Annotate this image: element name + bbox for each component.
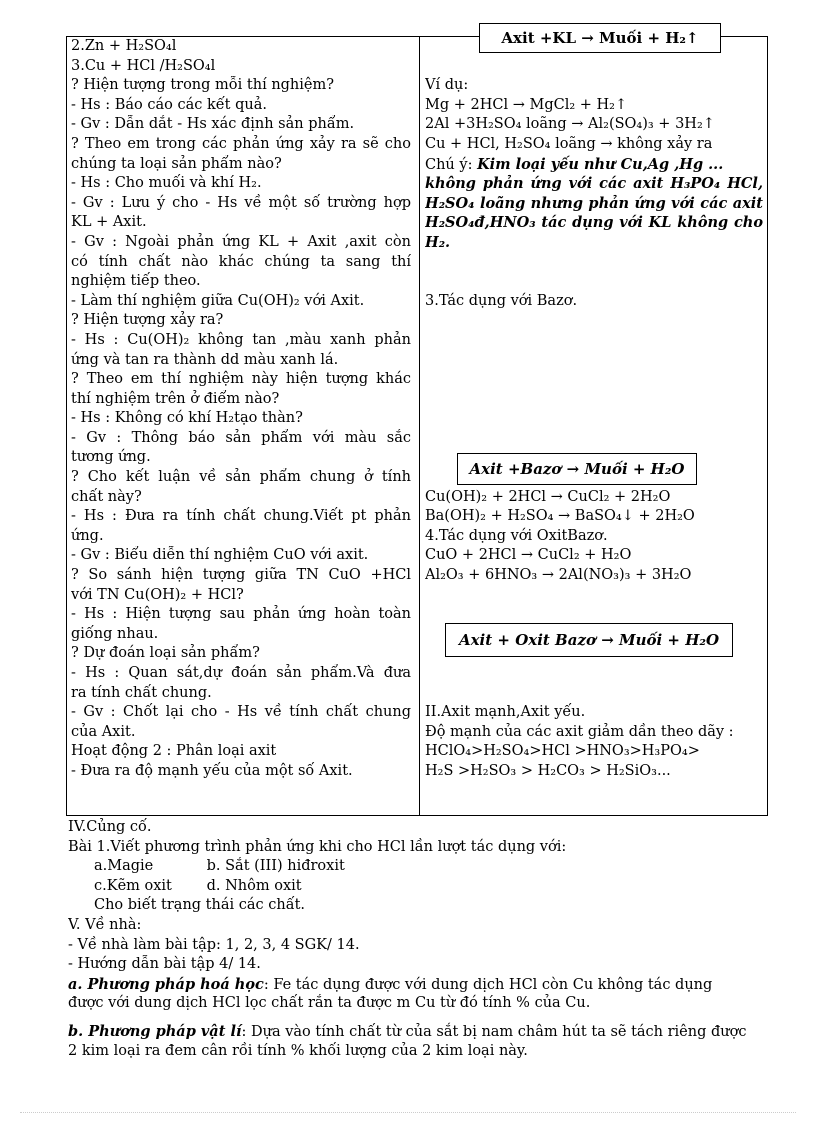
note-text: Kim loại yếu như Cu,Ag ,Hg ... bbox=[477, 155, 724, 173]
section-heading: II.Axit mạnh,Axit yếu. bbox=[425, 704, 586, 721]
note-label: Chú ý: bbox=[425, 156, 473, 173]
left-line: ứng và tan ra thành dd màu xanh lá. bbox=[71, 351, 339, 368]
left-line: - Hs : Cho muối và khí H₂. bbox=[71, 175, 262, 192]
left-line: 3.Cu + HCl /H₂SO₄l bbox=[71, 57, 216, 74]
section-heading: 4.Tác dụng với OxitBazơ. bbox=[425, 527, 608, 544]
method-label: b. Phương pháp vật lí bbox=[68, 1022, 242, 1040]
left-line: ? Hiện tượng xảy ra? bbox=[71, 312, 224, 329]
option: a.Magie bbox=[94, 858, 154, 875]
spacer bbox=[425, 370, 763, 390]
left-line: nghiệm tiếp theo. bbox=[71, 273, 201, 290]
spacer bbox=[425, 331, 763, 351]
spacer bbox=[425, 253, 763, 273]
left-line: - Hs : Cu(OH)₂ không tan ,màu xanh phản bbox=[71, 331, 411, 348]
strength-text: Độ mạnh của các axit giảm dần theo dãy : bbox=[425, 723, 734, 740]
option: d. Nhôm oxit bbox=[206, 877, 302, 894]
left-line: Hoạt động 2 : Phân loại axit bbox=[71, 743, 277, 760]
method-text: 2 kim loại ra đem cân rồi tính % khối lượng của 2 kim loại này. bbox=[68, 1042, 528, 1059]
exercise-note: Cho biết trạng thái các chất. bbox=[94, 897, 306, 914]
box-axit-kl: Axit +KL → Muối + H₂↑ bbox=[479, 23, 721, 53]
option: c.Kẽm oxit bbox=[94, 877, 172, 894]
left-line: có tính chất nào khác chúng ta sang thí bbox=[71, 253, 411, 270]
method-text: được với dung dịch HCl lọc chất rắn ta được m Cu từ đó tính % của Cu. bbox=[68, 995, 591, 1012]
left-line: - Hs : Không có khí H₂tạo thàn? bbox=[71, 410, 303, 427]
left-line: - Gv : Ngoài phản ứng KL + Axit ,axit còn bbox=[71, 233, 411, 250]
spacer bbox=[425, 664, 763, 684]
left-line: ? Dự đoán loại sản phẩm? bbox=[71, 645, 260, 662]
left-line: của Axit. bbox=[71, 723, 136, 740]
method-text: : Fe tác dụng được với dung dịch HCl còn Cu không tác dụng bbox=[263, 976, 713, 993]
note-text: không phản ứng với các axit H₃PO₄ HCl, bbox=[425, 175, 763, 193]
method-text: : Dựa vào tính chất từ của sắt bị nam châm hút ta sẽ tách riêng được bbox=[241, 1023, 747, 1040]
left-line: - Gv : Biểu diễn thí nghiệm CuO với axit. bbox=[71, 547, 369, 564]
homework: - Hướng dẫn bài tập 4/ 14. bbox=[68, 956, 261, 973]
left-line: - Hs : Đưa ra tính chất chung.Viết pt phản bbox=[71, 508, 411, 525]
content-column bbox=[425, 37, 763, 782]
example-label: Ví dụ: bbox=[425, 77, 469, 94]
column-divider bbox=[419, 37, 420, 815]
left-line: giống nhau. bbox=[71, 625, 159, 642]
left-line: ? So sánh hiện tượng giữa TN CuO +HCl bbox=[71, 567, 411, 584]
equation: Cu + HCl, H₂SO₄ loãng → không xảy ra bbox=[425, 135, 713, 152]
left-line: 2.Zn + H₂SO₄l bbox=[71, 38, 177, 54]
page-bottom-border bbox=[20, 1112, 796, 1113]
teacher-student-column bbox=[71, 37, 411, 782]
equation: Ba(OH)₂ + H₂SO₄ → BaSO₄↓ + 2H₂O bbox=[425, 508, 695, 525]
note-text: H₂SO₄ loãng nhưng phản ứng với các axit bbox=[425, 194, 763, 212]
box-axit-bazo: Axit +Bazơ → Muối + H₂O bbox=[457, 453, 697, 485]
spacer bbox=[425, 272, 763, 292]
equation: Cu(OH)₂ + 2HCl → CuCl₂ + 2H₂O bbox=[425, 488, 671, 505]
section-heading: V. Về nhà: bbox=[68, 916, 142, 933]
acid-sequence: HClO₄>H₂SO₄>HCl >HNO₃>H₃PO₄> bbox=[425, 743, 700, 760]
left-line: ra tính chất chung. bbox=[71, 684, 212, 701]
equation: CuO + 2HCl → CuCl₂ + H₂O bbox=[425, 547, 632, 564]
left-line: ? Theo em thí nghiệm này hiện tượng khác bbox=[71, 371, 411, 388]
left-line: chất này? bbox=[71, 488, 142, 505]
spacer bbox=[425, 409, 763, 429]
equation: 2Al +3H₂SO₄ loãng → Al₂(SO₄)₃ + 3H₂↑ bbox=[425, 116, 715, 133]
method-a bbox=[68, 975, 758, 995]
exercise-options bbox=[68, 877, 758, 897]
equation: Al₂O₃ + 6HNO₃ → 2Al(NO₃)₃ + 3H₂O bbox=[425, 567, 692, 584]
equation: Mg + 2HCl → MgCl₂ + H₂↑ bbox=[425, 96, 628, 113]
left-line: ? Cho kết luận về sản phẩm chung ở tính bbox=[71, 469, 411, 486]
left-line: ? Hiện tượng trong mỗi thí nghiệm? bbox=[71, 77, 335, 94]
left-line: - Gv : Thông báo sản phẩm với màu sắc bbox=[71, 429, 411, 446]
left-line: - Gv : Chốt lại cho - Hs về tính chất chung bbox=[71, 704, 411, 721]
section-heading: 3.Tác dụng với Bazơ. bbox=[425, 292, 578, 309]
left-line: - Gv : Dẫn dắt - Hs xác định sản phẩm. bbox=[71, 116, 355, 133]
left-line: chúng ta loại sản phẩm nào? bbox=[71, 155, 282, 172]
method-b bbox=[68, 1022, 758, 1042]
left-line: - Hs : Hiện tượng sau phản ứng hoàn toàn bbox=[71, 606, 411, 623]
spacer bbox=[425, 390, 763, 410]
note-text: H₂. bbox=[425, 233, 451, 251]
left-line: ? Theo em trong các phản ứng xảy ra sẽ cho bbox=[71, 135, 411, 152]
left-line: - Hs : Quan sát,dự đoán sản phẩm.Và đưa bbox=[71, 665, 411, 681]
spacer bbox=[425, 57, 763, 77]
note-text: H₂SO₄đ,HNO₃ tác dụng với KL không cho bbox=[425, 214, 763, 232]
acid-sequence: H₂S >H₂SO₃ > H₂CO₃ > H₂SiO₃... bbox=[425, 762, 671, 779]
left-line: - Đưa ra độ mạnh yếu của một số Axit. bbox=[71, 762, 353, 779]
consolidation-section bbox=[68, 818, 758, 1061]
left-line: thí nghiệm trên ở điểm nào? bbox=[71, 390, 280, 407]
option: b. Sắt (III) hiđroxit bbox=[206, 858, 345, 875]
spacer bbox=[425, 684, 763, 704]
homework: - Về nhà làm bài tập: 1, 2, 3, 4 SGK/ 14. bbox=[68, 936, 360, 953]
method-label: a. Phương pháp hoá học bbox=[68, 975, 264, 993]
exercise: Bài 1.Viết phương trình phản ứng khi cho HCl lần lượt tác dụng với: bbox=[68, 838, 567, 855]
note-line bbox=[425, 155, 763, 175]
left-line: - Làm thí nghiệm giữa Cu(OH)₂ với Axit. bbox=[71, 292, 365, 309]
spacer bbox=[425, 605, 763, 625]
spacer bbox=[68, 1014, 758, 1022]
left-line: - Hs : Báo cáo các kết quả. bbox=[71, 96, 267, 113]
left-line: tương ứng. bbox=[71, 449, 151, 466]
exercise-options bbox=[68, 857, 758, 877]
spacer bbox=[425, 586, 763, 606]
box-axit-oxit-bazo: Axit + Oxit Bazơ → Muối + H₂O bbox=[445, 623, 733, 657]
spacer bbox=[425, 311, 763, 331]
left-line: KL + Axit. bbox=[71, 214, 147, 231]
spacer bbox=[425, 351, 763, 371]
spacer bbox=[425, 429, 763, 449]
left-line: với TN Cu(OH)₂ + HCl? bbox=[71, 586, 244, 603]
section-heading: IV.Củng cố. bbox=[68, 819, 152, 835]
left-line: ứng. bbox=[71, 527, 104, 544]
lesson-table bbox=[66, 29, 768, 816]
left-line: - Gv : Lưu ý cho - Hs về một số trường hợp bbox=[71, 194, 411, 211]
